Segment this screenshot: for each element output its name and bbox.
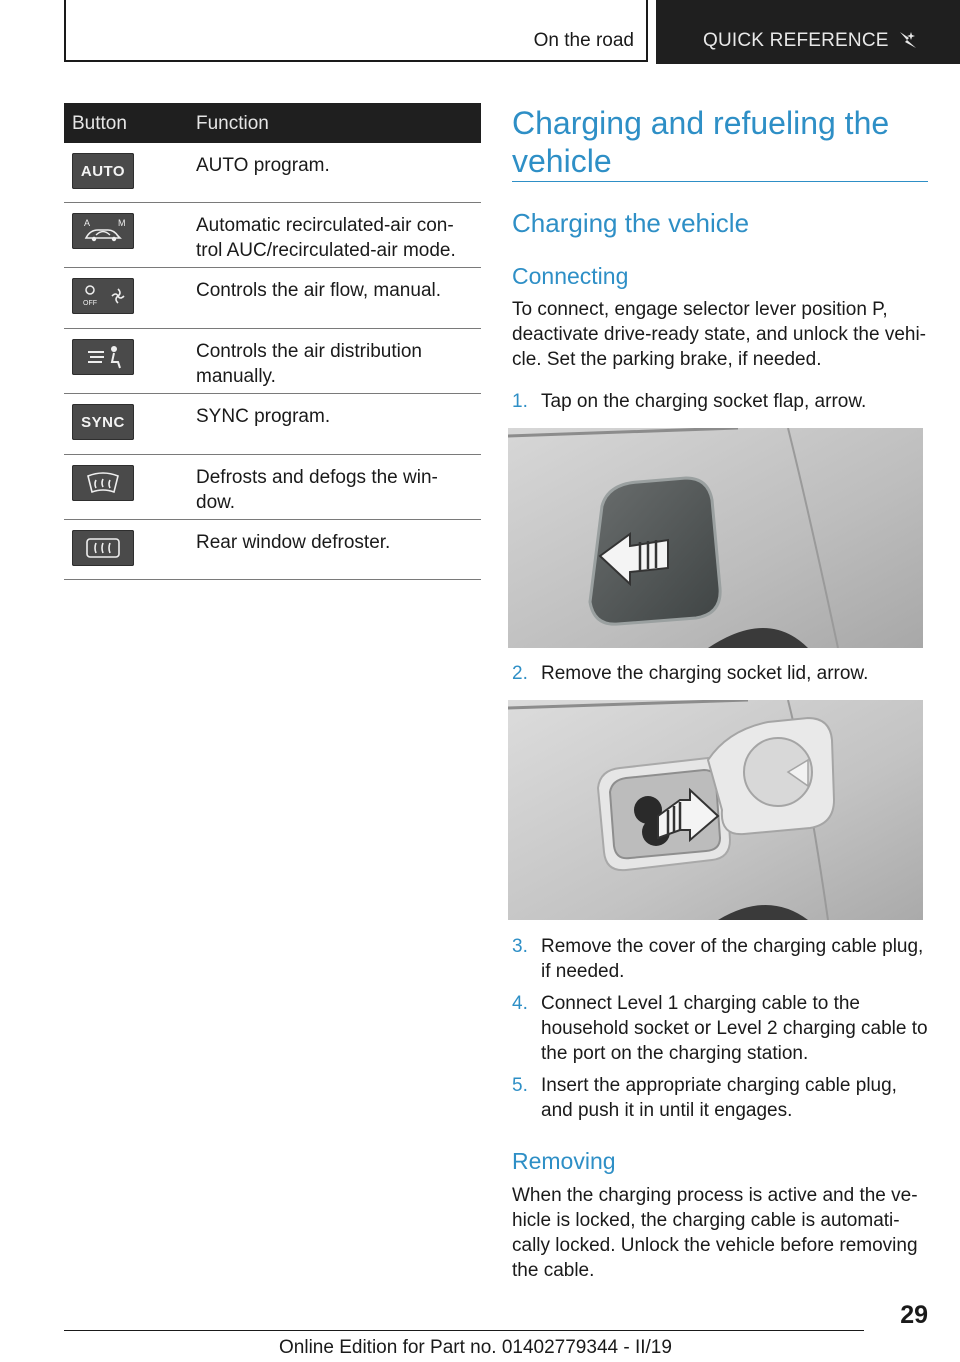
connecting-heading: Connecting [512,263,629,289]
table-row [64,203,481,268]
function-text: AUTO program. [196,155,330,176]
recirculated-air-button-icon [72,213,134,249]
lightning-star-icon [896,28,922,54]
air-flow-button-icon [72,278,134,314]
function-text: Controls the air flow, manual. [196,280,442,301]
connecting-intro: To connect, engage selector lever position P, deactivate drive-ready state, and unlock the vehi-cle. Set the parking brake, if needed. [512,299,927,370]
footer-rule [64,1330,864,1331]
function-text: SYNC program. [196,406,331,427]
charging-flap-photo [508,428,923,648]
svg-text:M: M [118,218,126,228]
svg-text:OFF: OFF [83,300,97,307]
section-title: On the road [533,30,634,51]
table-row [64,268,481,329]
removing-heading: Removing [512,1148,616,1174]
function-text: Controls the air distribution manually. [196,341,422,387]
sync-button-icon: SYNC [72,404,134,440]
auto-button-icon: AUTO [72,153,134,189]
air-distribution-button-icon [72,339,134,375]
step-item: 3. Remove the cover of the charging cable plug, if needed. [512,936,924,982]
removing-text: When the charging process is active and the ve-hicle is locked, the charging cable is automati-cally locked. Unlock the vehicle before removing the cable. [512,1185,918,1281]
step-item: 4. Connect Level 1 charging cable to the household socket or Level 2 charging cable to the port on the charging station. [512,993,928,1064]
windshield-defrost-button-icon [72,465,134,501]
section-heading: Charging the vehicle [512,208,750,238]
step-item: 1. Tap on the charging socket flap, arrow. [512,391,867,412]
table-row [64,329,481,394]
col-header-function: Function [196,113,269,134]
quick-reference-label: QUICK REFERENCE [703,30,889,51]
function-text: Defrosts and defogs the win-dow. [196,467,438,513]
function-text: Automatic recirculated-air con-trol AUC/recirculated-air mode. [196,215,456,261]
function-text: Rear window defroster. [196,532,391,553]
title-rule [512,181,928,182]
step-item: 5. Insert the appropriate charging cable plug, and push it in until it engages. [512,1075,897,1121]
page-number: 29 [900,1301,928,1329]
step-item: 2. Remove the charging socket lid, arrow. [512,663,869,684]
col-header-button: Button [72,113,127,134]
table-row [64,455,481,520]
page-title: Charging and refueling the vehicle [512,105,890,179]
table-row [64,394,481,455]
svg-text:A: A [84,218,91,228]
edition-note: Online Edition for Part no. 01402779344 - II/19 [279,1337,672,1358]
charging-socket-photo [508,700,923,920]
table-row [64,143,481,203]
table-row [64,520,481,580]
rear-defrost-button-icon [72,530,134,566]
button-function-table [64,103,481,580]
table-header [64,103,481,143]
